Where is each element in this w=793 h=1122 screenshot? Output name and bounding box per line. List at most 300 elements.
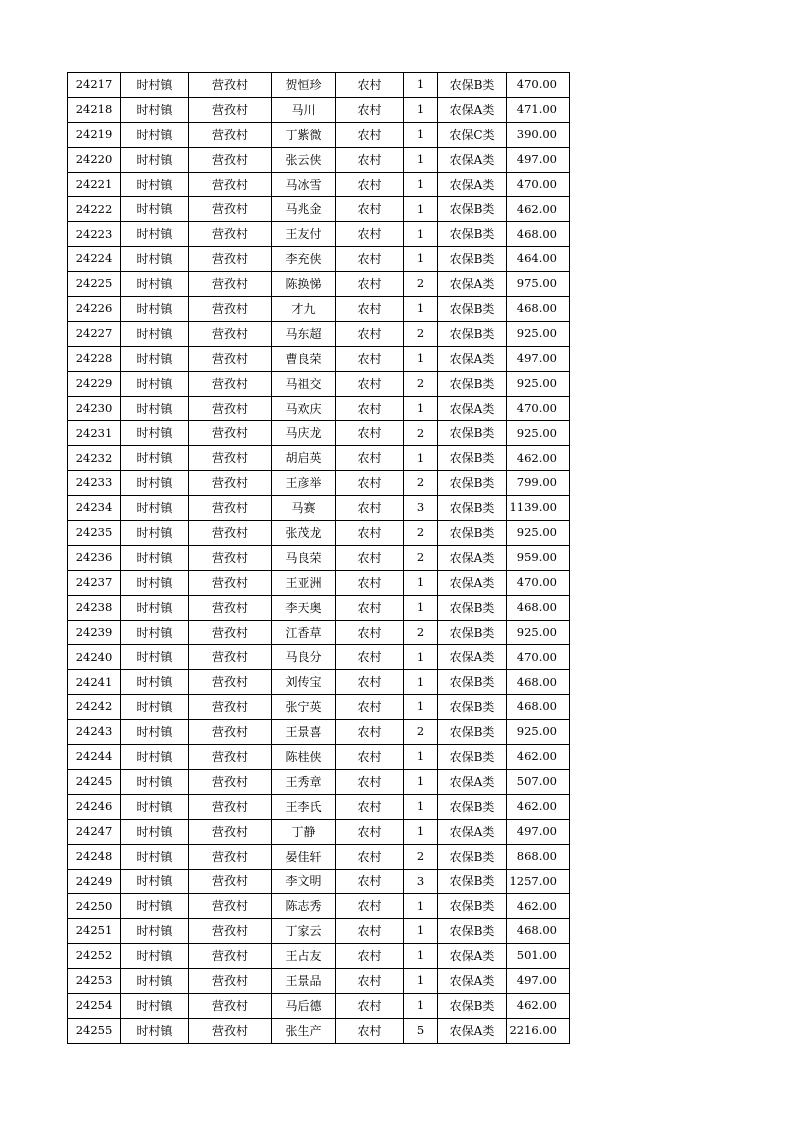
- town-cell: 时村镇: [121, 272, 189, 297]
- village-cell: 营孜村: [189, 894, 272, 919]
- village-cell: 营孜村: [189, 944, 272, 969]
- area-type-cell: 农村: [336, 695, 404, 720]
- amount-cell: 799.00: [507, 471, 570, 496]
- amount-cell: 462.00: [507, 993, 570, 1018]
- table-row: [68, 993, 570, 1018]
- table-row: [68, 570, 570, 595]
- name-cell: 张茂龙: [272, 521, 336, 546]
- area-type-cell: 农村: [336, 321, 404, 346]
- area-type-cell: 农村: [336, 794, 404, 819]
- amount-cell: 471.00: [507, 97, 570, 122]
- amount-cell: 470.00: [507, 570, 570, 595]
- area-type-cell: 农村: [336, 869, 404, 894]
- area-type-cell: 农村: [336, 969, 404, 994]
- category-cell: 农保B类: [438, 620, 507, 645]
- category-cell: 农保C类: [438, 122, 507, 147]
- table-row: [68, 421, 570, 446]
- town-cell: 时村镇: [121, 346, 189, 371]
- category-cell: 农保B类: [438, 247, 507, 272]
- row-id-cell: 24242: [68, 695, 121, 720]
- table-row: [68, 496, 570, 521]
- amount-cell: 497.00: [507, 969, 570, 994]
- name-cell: 才九: [272, 297, 336, 322]
- household-count-cell: 1: [404, 645, 438, 670]
- area-type-cell: 农村: [336, 521, 404, 546]
- name-cell: 丁静: [272, 819, 336, 844]
- amount-cell: 925.00: [507, 720, 570, 745]
- town-cell: 时村镇: [121, 844, 189, 869]
- row-id-cell: 24249: [68, 869, 121, 894]
- category-cell: 农保B类: [438, 222, 507, 247]
- town-cell: 时村镇: [121, 794, 189, 819]
- table-row: [68, 222, 570, 247]
- table-row: [68, 670, 570, 695]
- name-cell: 晏佳轩: [272, 844, 336, 869]
- village-cell: 营孜村: [189, 545, 272, 570]
- area-type-cell: 农村: [336, 745, 404, 770]
- area-type-cell: 农村: [336, 570, 404, 595]
- household-count-cell: 2: [404, 471, 438, 496]
- household-count-cell: 2: [404, 371, 438, 396]
- town-cell: 时村镇: [121, 769, 189, 794]
- area-type-cell: 农村: [336, 471, 404, 496]
- row-id-cell: 24226: [68, 297, 121, 322]
- amount-cell: 1139.00: [507, 496, 570, 521]
- area-type-cell: 农村: [336, 122, 404, 147]
- name-cell: 马后德: [272, 993, 336, 1018]
- area-type-cell: 农村: [336, 222, 404, 247]
- household-count-cell: 1: [404, 570, 438, 595]
- town-cell: 时村镇: [121, 496, 189, 521]
- town-cell: 时村镇: [121, 222, 189, 247]
- row-id-cell: 24224: [68, 247, 121, 272]
- category-cell: 农保B类: [438, 371, 507, 396]
- table-row: [68, 297, 570, 322]
- category-cell: 农保B类: [438, 919, 507, 944]
- village-cell: 营孜村: [189, 645, 272, 670]
- area-type-cell: 农村: [336, 545, 404, 570]
- category-cell: 农保A类: [438, 545, 507, 570]
- town-cell: 时村镇: [121, 944, 189, 969]
- town-cell: 时村镇: [121, 670, 189, 695]
- amount-cell: 462.00: [507, 446, 570, 471]
- name-cell: 陈换悌: [272, 272, 336, 297]
- table-row: [68, 720, 570, 745]
- row-id-cell: 24223: [68, 222, 121, 247]
- row-id-cell: 24239: [68, 620, 121, 645]
- village-cell: 营孜村: [189, 247, 272, 272]
- category-cell: 农保B类: [438, 670, 507, 695]
- amount-cell: 925.00: [507, 421, 570, 446]
- table-row: [68, 645, 570, 670]
- village-cell: 营孜村: [189, 969, 272, 994]
- town-cell: 时村镇: [121, 1018, 189, 1043]
- household-count-cell: 1: [404, 969, 438, 994]
- amount-cell: 2216.00: [507, 1018, 570, 1043]
- table-row: [68, 919, 570, 944]
- household-count-cell: 1: [404, 446, 438, 471]
- category-cell: 农保B类: [438, 297, 507, 322]
- town-cell: 时村镇: [121, 371, 189, 396]
- name-cell: 江香草: [272, 620, 336, 645]
- category-cell: 农保A类: [438, 570, 507, 595]
- household-count-cell: 1: [404, 993, 438, 1018]
- category-cell: 农保B类: [438, 471, 507, 496]
- name-cell: 王李氏: [272, 794, 336, 819]
- town-cell: 时村镇: [121, 197, 189, 222]
- name-cell: 丁紫微: [272, 122, 336, 147]
- town-cell: 时村镇: [121, 471, 189, 496]
- village-cell: 营孜村: [189, 919, 272, 944]
- name-cell: 李充侠: [272, 247, 336, 272]
- area-type-cell: 农村: [336, 197, 404, 222]
- area-type-cell: 农村: [336, 272, 404, 297]
- household-count-cell: 1: [404, 97, 438, 122]
- town-cell: 时村镇: [121, 247, 189, 272]
- town-cell: 时村镇: [121, 570, 189, 595]
- row-id-cell: 24232: [68, 446, 121, 471]
- name-cell: 丁家云: [272, 919, 336, 944]
- amount-cell: 464.00: [507, 247, 570, 272]
- table-row: [68, 471, 570, 496]
- household-count-cell: 1: [404, 670, 438, 695]
- household-count-cell: 2: [404, 720, 438, 745]
- amount-cell: 925.00: [507, 321, 570, 346]
- town-cell: 时村镇: [121, 745, 189, 770]
- town-cell: 时村镇: [121, 172, 189, 197]
- household-count-cell: 1: [404, 745, 438, 770]
- name-cell: 刘传宝: [272, 670, 336, 695]
- category-cell: 农保A类: [438, 272, 507, 297]
- category-cell: 农保B类: [438, 745, 507, 770]
- table-row: [68, 73, 570, 98]
- amount-cell: 868.00: [507, 844, 570, 869]
- row-id-cell: 24253: [68, 969, 121, 994]
- row-id-cell: 24246: [68, 794, 121, 819]
- name-cell: 王亚洲: [272, 570, 336, 595]
- row-id-cell: 24254: [68, 993, 121, 1018]
- area-type-cell: 农村: [336, 346, 404, 371]
- category-cell: 农保B类: [438, 321, 507, 346]
- table-row: [68, 869, 570, 894]
- name-cell: 马良荣: [272, 545, 336, 570]
- amount-cell: 462.00: [507, 197, 570, 222]
- town-cell: 时村镇: [121, 819, 189, 844]
- village-cell: 营孜村: [189, 197, 272, 222]
- row-id-cell: 24236: [68, 545, 121, 570]
- name-cell: 陈桂侠: [272, 745, 336, 770]
- town-cell: 时村镇: [121, 720, 189, 745]
- amount-cell: 468.00: [507, 297, 570, 322]
- village-cell: 营孜村: [189, 147, 272, 172]
- area-type-cell: 农村: [336, 620, 404, 645]
- village-cell: 营孜村: [189, 670, 272, 695]
- table-row: [68, 894, 570, 919]
- village-cell: 营孜村: [189, 97, 272, 122]
- town-cell: 时村镇: [121, 545, 189, 570]
- town-cell: 时村镇: [121, 321, 189, 346]
- village-cell: 营孜村: [189, 769, 272, 794]
- household-count-cell: 3: [404, 496, 438, 521]
- town-cell: 时村镇: [121, 695, 189, 720]
- area-type-cell: 农村: [336, 446, 404, 471]
- village-cell: 营孜村: [189, 695, 272, 720]
- category-cell: 农保B类: [438, 894, 507, 919]
- row-id-cell: 24222: [68, 197, 121, 222]
- household-count-cell: 1: [404, 247, 438, 272]
- village-cell: 营孜村: [189, 122, 272, 147]
- town-cell: 时村镇: [121, 595, 189, 620]
- category-cell: 农保B类: [438, 993, 507, 1018]
- category-cell: 农保B类: [438, 720, 507, 745]
- area-type-cell: 农村: [336, 147, 404, 172]
- name-cell: 马赛: [272, 496, 336, 521]
- category-cell: 农保A类: [438, 147, 507, 172]
- town-cell: 时村镇: [121, 919, 189, 944]
- amount-cell: 470.00: [507, 645, 570, 670]
- village-cell: 营孜村: [189, 570, 272, 595]
- area-type-cell: 农村: [336, 919, 404, 944]
- category-cell: 农保B类: [438, 496, 507, 521]
- table-row: [68, 794, 570, 819]
- village-cell: 营孜村: [189, 720, 272, 745]
- area-type-cell: 农村: [336, 421, 404, 446]
- area-type-cell: 农村: [336, 894, 404, 919]
- area-type-cell: 农村: [336, 595, 404, 620]
- village-cell: 营孜村: [189, 1018, 272, 1043]
- household-count-cell: 1: [404, 346, 438, 371]
- name-cell: 马欢庆: [272, 396, 336, 421]
- household-count-cell: 2: [404, 421, 438, 446]
- amount-cell: 468.00: [507, 595, 570, 620]
- table-row: [68, 272, 570, 297]
- town-cell: 时村镇: [121, 969, 189, 994]
- name-cell: 王景品: [272, 969, 336, 994]
- table-row: [68, 944, 570, 969]
- row-id-cell: 24251: [68, 919, 121, 944]
- amount-cell: 470.00: [507, 396, 570, 421]
- table-row: [68, 695, 570, 720]
- amount-cell: 462.00: [507, 794, 570, 819]
- village-cell: 营孜村: [189, 819, 272, 844]
- name-cell: 曹良荣: [272, 346, 336, 371]
- name-cell: 王占友: [272, 944, 336, 969]
- household-count-cell: 2: [404, 272, 438, 297]
- amount-cell: 468.00: [507, 670, 570, 695]
- household-count-cell: 1: [404, 222, 438, 247]
- household-count-cell: 2: [404, 620, 438, 645]
- area-type-cell: 农村: [336, 297, 404, 322]
- table-row: [68, 446, 570, 471]
- household-count-cell: 1: [404, 894, 438, 919]
- household-count-cell: 1: [404, 695, 438, 720]
- name-cell: 马川: [272, 97, 336, 122]
- name-cell: 胡启英: [272, 446, 336, 471]
- village-cell: 营孜村: [189, 421, 272, 446]
- row-id-cell: 24218: [68, 97, 121, 122]
- town-cell: 时村镇: [121, 122, 189, 147]
- area-type-cell: 农村: [336, 396, 404, 421]
- table-row: [68, 396, 570, 421]
- household-count-cell: 1: [404, 595, 438, 620]
- village-cell: 营孜村: [189, 446, 272, 471]
- household-count-cell: 1: [404, 147, 438, 172]
- household-count-cell: 1: [404, 769, 438, 794]
- row-id-cell: 24228: [68, 346, 121, 371]
- area-type-cell: 农村: [336, 73, 404, 98]
- amount-cell: 975.00: [507, 272, 570, 297]
- household-count-cell: 1: [404, 297, 438, 322]
- village-cell: 营孜村: [189, 297, 272, 322]
- row-id-cell: 24229: [68, 371, 121, 396]
- table-row: [68, 545, 570, 570]
- category-cell: 农保A类: [438, 944, 507, 969]
- village-cell: 营孜村: [189, 222, 272, 247]
- name-cell: 马祖交: [272, 371, 336, 396]
- area-type-cell: 农村: [336, 97, 404, 122]
- household-count-cell: 3: [404, 869, 438, 894]
- area-type-cell: 农村: [336, 670, 404, 695]
- area-type-cell: 农村: [336, 944, 404, 969]
- village-cell: 营孜村: [189, 321, 272, 346]
- category-cell: 农保B类: [438, 595, 507, 620]
- row-id-cell: 24240: [68, 645, 121, 670]
- table-row: [68, 745, 570, 770]
- village-cell: 营孜村: [189, 172, 272, 197]
- area-type-cell: 农村: [336, 993, 404, 1018]
- table-row: [68, 197, 570, 222]
- table-row: [68, 172, 570, 197]
- area-type-cell: 农村: [336, 247, 404, 272]
- household-count-cell: 1: [404, 73, 438, 98]
- amount-cell: 497.00: [507, 819, 570, 844]
- row-id-cell: 24250: [68, 894, 121, 919]
- amount-cell: 462.00: [507, 894, 570, 919]
- row-id-cell: 24219: [68, 122, 121, 147]
- table-row: [68, 97, 570, 122]
- village-cell: 营孜村: [189, 844, 272, 869]
- row-id-cell: 24247: [68, 819, 121, 844]
- household-count-cell: 1: [404, 794, 438, 819]
- village-cell: 营孜村: [189, 371, 272, 396]
- row-id-cell: 24252: [68, 944, 121, 969]
- household-count-cell: 1: [404, 197, 438, 222]
- row-id-cell: 24238: [68, 595, 121, 620]
- area-type-cell: 农村: [336, 496, 404, 521]
- name-cell: 马庆龙: [272, 421, 336, 446]
- row-id-cell: 24235: [68, 521, 121, 546]
- row-id-cell: 24245: [68, 769, 121, 794]
- category-cell: 农保B类: [438, 794, 507, 819]
- table-row: [68, 147, 570, 172]
- table-row: [68, 122, 570, 147]
- village-cell: 营孜村: [189, 993, 272, 1018]
- amount-cell: 1257.00: [507, 869, 570, 894]
- row-id-cell: 24217: [68, 73, 121, 98]
- town-cell: 时村镇: [121, 869, 189, 894]
- name-cell: 张宁英: [272, 695, 336, 720]
- village-cell: 营孜村: [189, 346, 272, 371]
- area-type-cell: 农村: [336, 172, 404, 197]
- village-cell: 营孜村: [189, 521, 272, 546]
- area-type-cell: 农村: [336, 371, 404, 396]
- table-row: [68, 346, 570, 371]
- table-body: [68, 73, 570, 1044]
- amount-cell: 468.00: [507, 919, 570, 944]
- area-type-cell: 农村: [336, 844, 404, 869]
- category-cell: 农保B类: [438, 446, 507, 471]
- name-cell: 马东超: [272, 321, 336, 346]
- amount-cell: 925.00: [507, 371, 570, 396]
- household-count-cell: 2: [404, 521, 438, 546]
- amount-cell: 470.00: [507, 172, 570, 197]
- household-count-cell: 1: [404, 919, 438, 944]
- category-cell: 农保B类: [438, 521, 507, 546]
- category-cell: 农保A类: [438, 819, 507, 844]
- table-row: [68, 247, 570, 272]
- name-cell: 马良分: [272, 645, 336, 670]
- name-cell: 李天奥: [272, 595, 336, 620]
- table-row: [68, 769, 570, 794]
- household-count-cell: 2: [404, 321, 438, 346]
- category-cell: 农保A类: [438, 396, 507, 421]
- category-cell: 农保A类: [438, 346, 507, 371]
- row-id-cell: 24243: [68, 720, 121, 745]
- row-id-cell: 24231: [68, 421, 121, 446]
- row-id-cell: 24221: [68, 172, 121, 197]
- row-id-cell: 24233: [68, 471, 121, 496]
- name-cell: 王彦举: [272, 471, 336, 496]
- table-row: [68, 969, 570, 994]
- household-count-cell: 5: [404, 1018, 438, 1043]
- household-count-cell: 2: [404, 545, 438, 570]
- village-cell: 营孜村: [189, 745, 272, 770]
- area-type-cell: 农村: [336, 1018, 404, 1043]
- table-row: [68, 321, 570, 346]
- row-id-cell: 24234: [68, 496, 121, 521]
- table-row: [68, 521, 570, 546]
- row-id-cell: 24230: [68, 396, 121, 421]
- table-row: [68, 620, 570, 645]
- area-type-cell: 农村: [336, 645, 404, 670]
- category-cell: 农保B类: [438, 869, 507, 894]
- amount-cell: 925.00: [507, 620, 570, 645]
- town-cell: 时村镇: [121, 297, 189, 322]
- name-cell: 贺恒珍: [272, 73, 336, 98]
- village-cell: 营孜村: [189, 496, 272, 521]
- household-count-cell: 1: [404, 944, 438, 969]
- table-row: [68, 371, 570, 396]
- area-type-cell: 农村: [336, 720, 404, 745]
- town-cell: 时村镇: [121, 396, 189, 421]
- town-cell: 时村镇: [121, 620, 189, 645]
- village-cell: 营孜村: [189, 272, 272, 297]
- name-cell: 马兆金: [272, 197, 336, 222]
- town-cell: 时村镇: [121, 97, 189, 122]
- amount-cell: 507.00: [507, 769, 570, 794]
- area-type-cell: 农村: [336, 769, 404, 794]
- table-row: [68, 595, 570, 620]
- category-cell: 农保A类: [438, 97, 507, 122]
- data-table: [67, 72, 570, 1044]
- town-cell: 时村镇: [121, 894, 189, 919]
- row-id-cell: 24244: [68, 745, 121, 770]
- category-cell: 农保B类: [438, 73, 507, 98]
- table-row: [68, 1018, 570, 1043]
- row-id-cell: 24225: [68, 272, 121, 297]
- category-cell: 农保A类: [438, 645, 507, 670]
- name-cell: 陈志秀: [272, 894, 336, 919]
